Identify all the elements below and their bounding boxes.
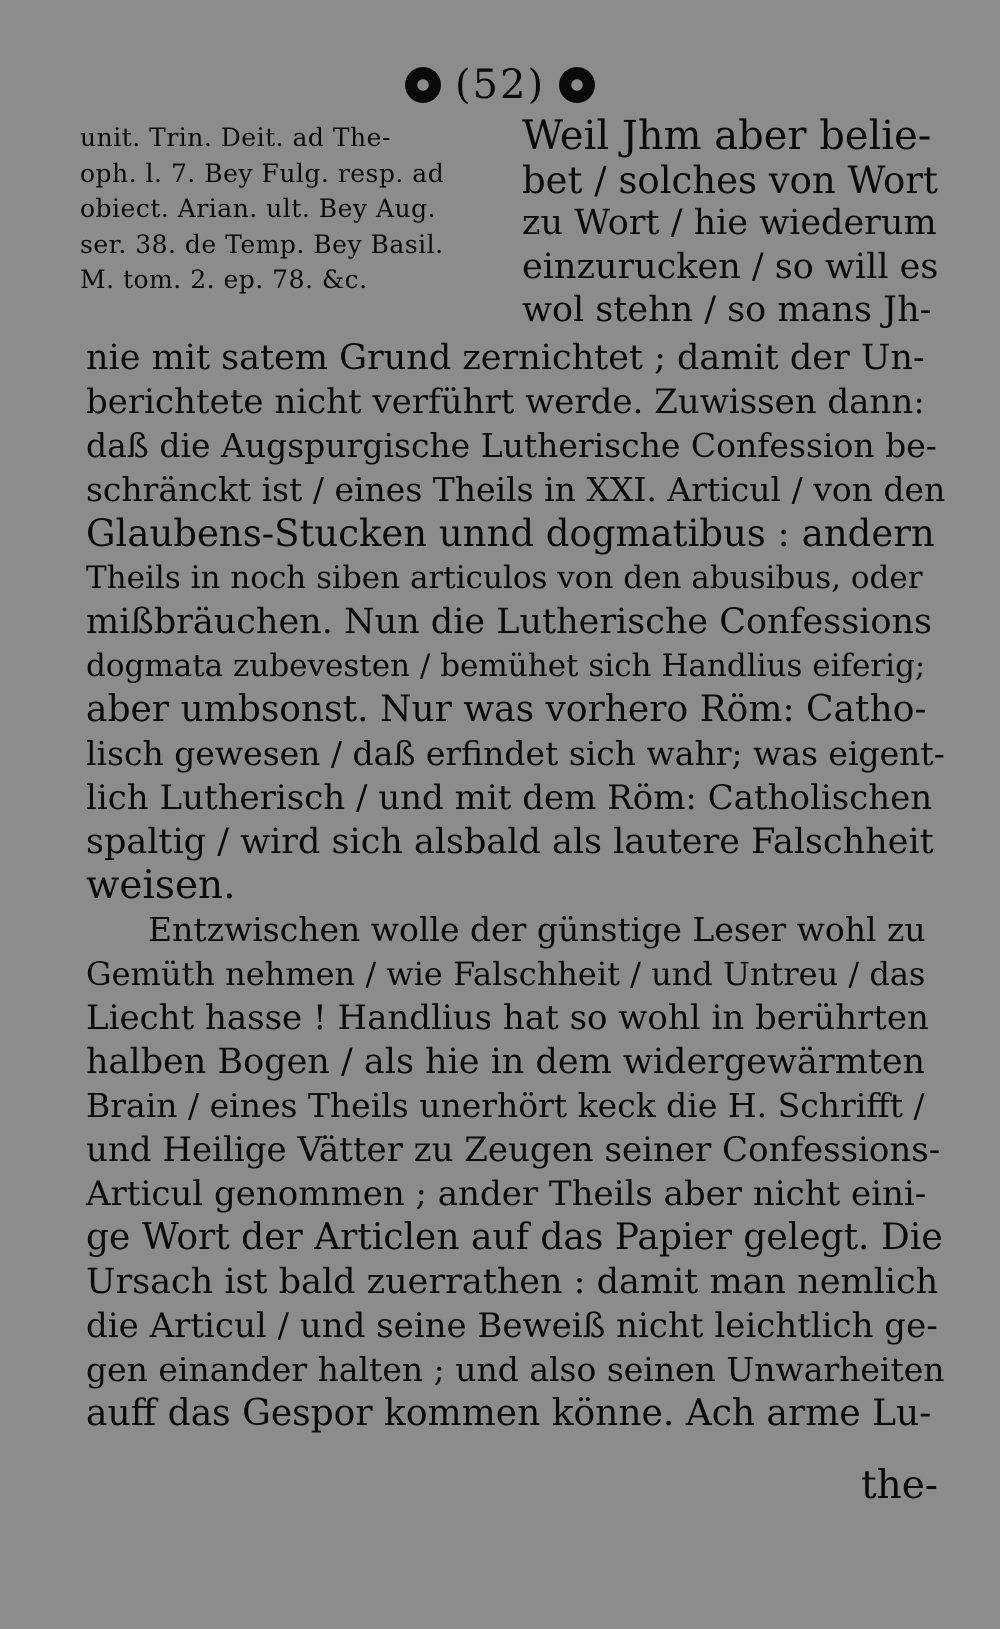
text-line: lisch gewesen / daß erfindet sich wahr; was eigent- [86,734,945,773]
text-line: dogmata zubevesten / bemühet sich Handlius eiferig; [86,648,926,684]
citation-line: obiect. Arian. ult. Bey Aug. [80,194,437,223]
text-line: nie mit satem Grund zernichtet ; damit der Un- [86,338,925,378]
flower-ornament-icon [405,67,441,103]
text-line: auff das Gespor kommen könne. Ach arme Lu- [86,1393,932,1434]
text-line: bet / solches von Wort [522,158,938,202]
text-line: gen einander halten ; und also seinen Unwarheiten [86,1350,945,1389]
text-line: schränckt ist / eines Theils in XXI. Articul / von den [86,470,946,509]
text-line: lich Lutherisch / und mit dem Röm: Catholischen [86,778,933,818]
text-line: einzurucken / so will es [522,246,939,287]
text-line: und Heilige Vätter zu Zeugen seiner Confessions- [86,1130,941,1170]
citation-line: oph. l. 7. Bey Fulg. resp. ad [80,158,445,188]
text-line: die Articul / und seine Beweiß nicht leichtlich ge- [86,1306,938,1346]
text-line: mißbräuchen. Nun die Lutherische Confessions [86,602,932,642]
text-line: Liecht hasse ! Handlius hat so wohl in berührten [86,998,929,1038]
flower-ornament-icon [559,67,595,103]
text-line: Articul genommen ; ander Theils aber nicht eini- [86,1174,927,1214]
citation-line: unit. Trin. Deit. ad The- [80,123,391,152]
text-line: Gemüth nehmen / wie Falschheit / und Untreu / das [86,955,926,993]
body-text [86,336,946,1436]
text-line: Entzwischen wolle der günstige Leser wohl zu [148,910,926,949]
text-line: ge Wort der Articlen auf das Papier gelegt. Die [86,1217,943,1258]
text-line: zu Wort / hie wiederum [522,203,937,243]
text-line: Glaubens-Stucken unnd dogmatibus : andern [86,512,935,555]
text-line: Ursach ist bald zuerrathen : damit man nemlich [86,1262,939,1302]
text-line: weisen. [86,863,236,908]
text-line: spaltig / wird sich alsbald als lautere Falschheit [86,822,934,862]
text-line: berichtete nicht verführt werde. Zuwissen dann: [86,382,925,422]
text-line: halben Bogen / als hie in dem widergewärmten [86,1042,926,1082]
citation-line: ser. 38. de Temp. Bey Basil. [80,229,444,259]
text-line: daß die Augspurgische Lutherische Confession be- [86,426,937,465]
text-line: aber umbsonst. Nur was vorhero Röm: Catho- [86,689,927,730]
marginal-citation [80,120,500,298]
text-column-top [522,115,942,333]
catchword: the- [860,1463,938,1508]
citation-line: M. tom. 2. ep. 78. &c. [80,265,368,294]
text-line: Theils in noch siben articulos von den abusibus, oder [86,560,923,596]
page-number: (52) [454,62,546,108]
text-line: Weil Jhm aber belie- [522,113,932,159]
page-header [0,58,1000,109]
text-line: Brain / eines Theils unerhört keck die H. Schrifft / [86,1086,925,1125]
text-line: wol stehn / so mans Jh- [522,290,932,330]
